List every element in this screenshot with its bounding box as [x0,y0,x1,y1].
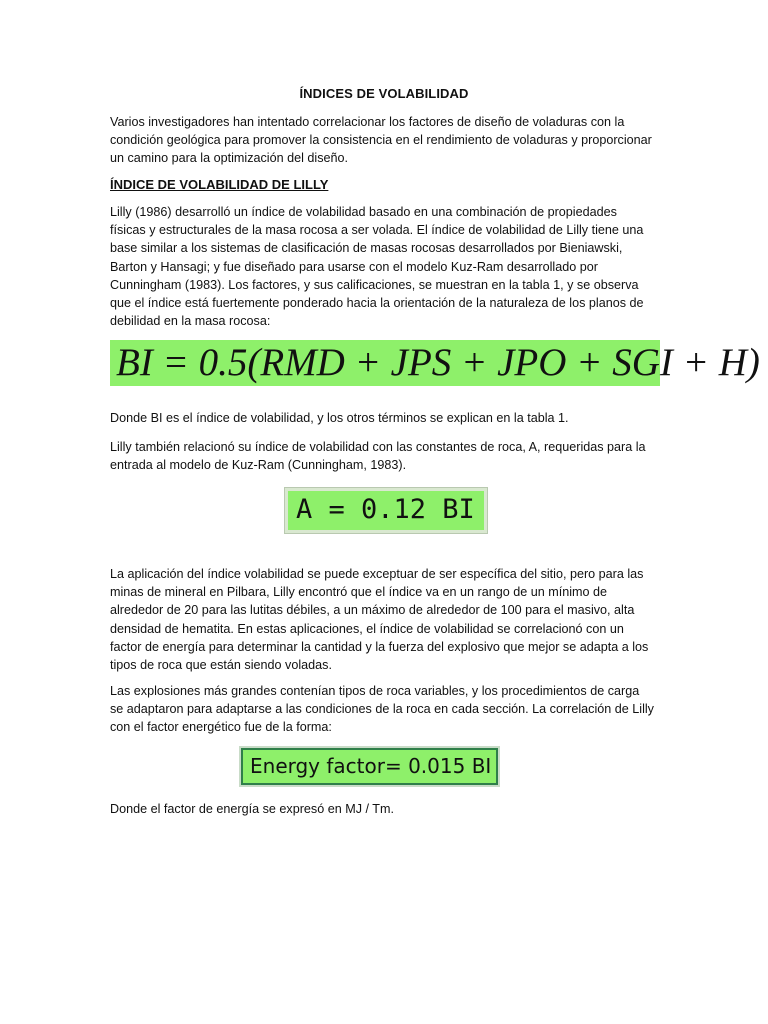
bi-formula-text: BI = 0.5(RMD + JPS + JPO + SGI + H) [116,341,760,384]
section-heading: ÍNDICE DE VOLABILIDAD DE LILLY [110,177,329,192]
lilly-paragraph: Lilly (1986) desarrolló un índice de volabilidad basado en una combinación de propiedades físicas y estructurales de la masa rocosa a ser volada. El índice de volabilidad de Lilly tiene una base similar a los sistemas de clasificación de masas rocosas desarrollados por Bieniawski, Barton y Hansagi; y fue diseñado para usarse con el modelo Kuz-Ram desarrollado por Cunningham (1983). Los factores, y sus calificaciones, se muestran en la tabla 1, y se observa que el índice está fuertemente ponderado hacia la orientación de la naturaleza de los planos de debilidad en la masa rocosa: [110,205,644,329]
final-paragraph: Donde el factor de energía se expresó en MJ / Tm. [110,802,394,816]
a-formula-box [285,488,487,533]
donde-paragraph: Donde BI es el índice de volabilidad, y los otros términos se explican en la tabla 1. [110,411,569,425]
energy-formula-box [241,748,498,785]
document-title: ÍNDICES DE VOLABILIDAD [299,86,469,101]
intro-paragraph: Varios investigadores han intentado correlacionar los factores de diseño de voladuras con la condición geológica para promover la consistencia en el rendimiento de voladuras y proporcionar un camino para la optimización del diseño. [110,115,652,166]
bi-formula-box [110,340,760,386]
relacion-paragraph: Lilly también relacionó su índice de volabilidad con las constantes de roca, A, requeridas para la entrada al modelo de Kuz-Ram (Cunningham, 1983). [110,440,646,473]
a-formula-text: A = 0.12 BI [296,494,475,525]
explosiones-paragraph: Las explosiones más grandes contenían tipos de roca variables, y los procedimientos de carga se adaptaron para adaptarse a las condiciones de la roca en cada sección. La correlación de Lilly con el factor energético fue de la forma: [110,684,654,735]
energy-formula-text: Energy factor= 0.015 BI [250,754,492,778]
aplicacion-paragraph: La aplicación del índice volabilidad se puede exceptuar de ser específica del sitio, pero para las minas de mineral en Pilbara, Lilly encontró que el índice va en un rango de un mínimo de alrededor de 20 para las lutitas débiles, a un máximo de alrededor de 100 para el masivo, alta densidad de hematita. En estas aplicaciones, el índice de volabilidad se correlacionó con un factor de energía para determinar la cantidad y la fuerza del explosivo que mejor se adapta a los tipos de roca que están siendo voladas. [110,567,649,673]
